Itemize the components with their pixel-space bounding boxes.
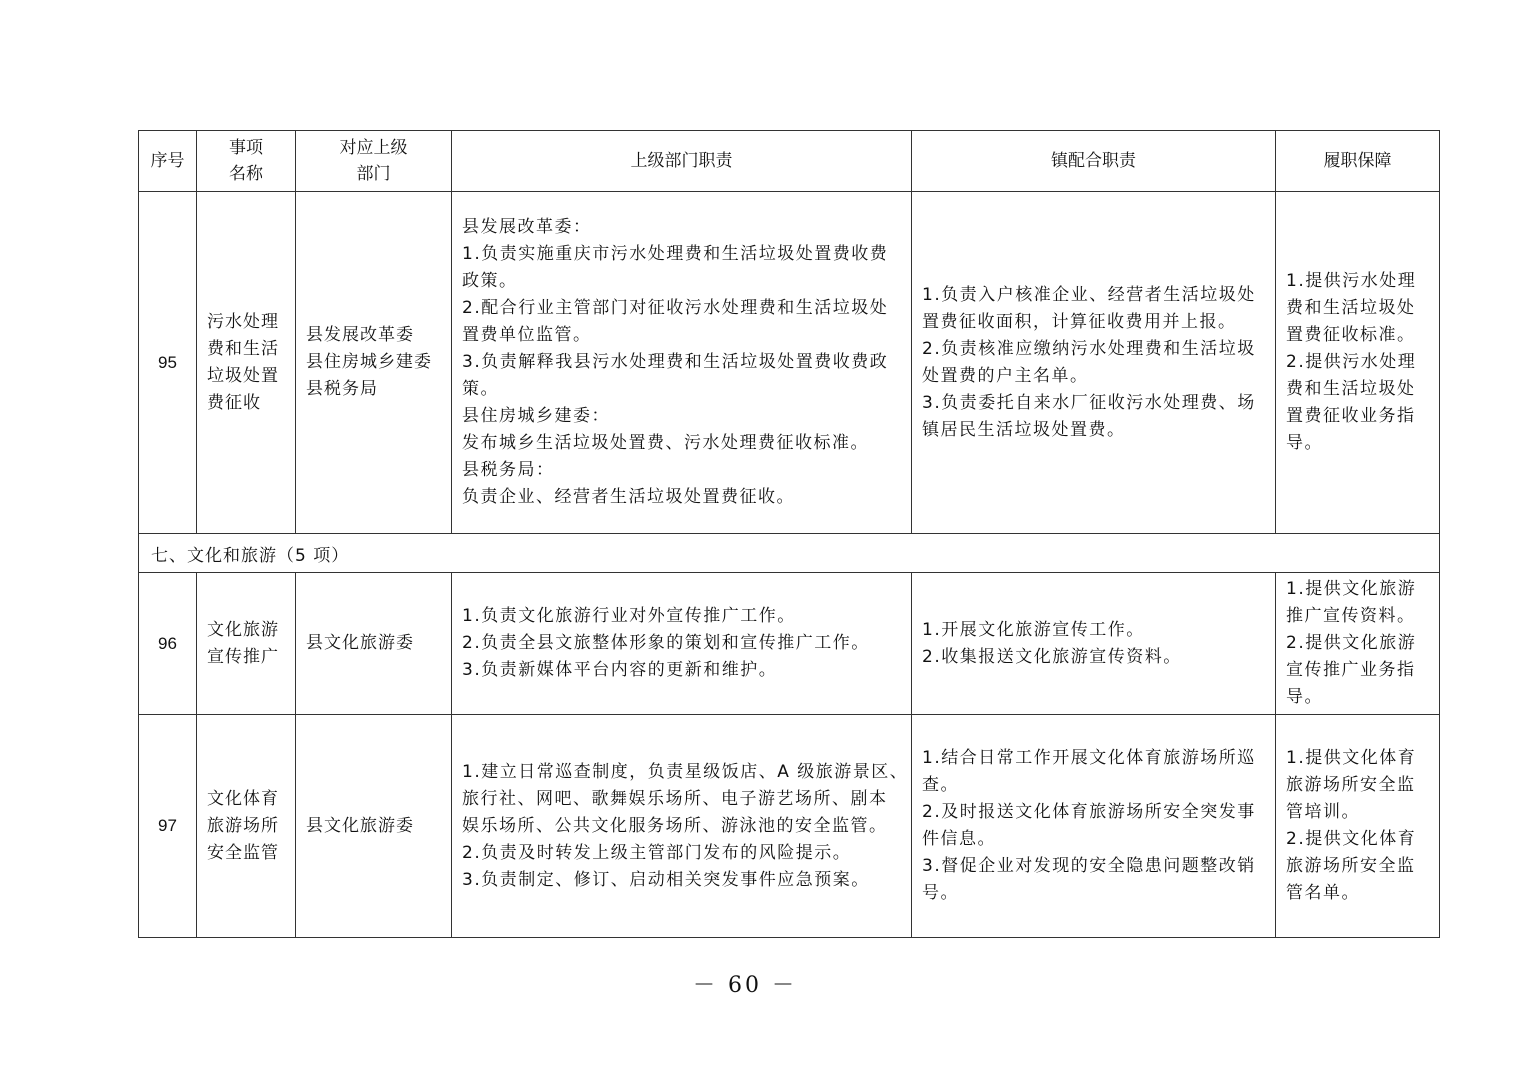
text-line: 县发展改革委 — [306, 325, 414, 345]
town-duty — [912, 573, 1276, 715]
text-line: 1.结合日常工作开展文化体育旅游场所巡 — [922, 748, 1256, 768]
text-line: 2.负责及时转发上级主管部门发布的风险提示。 — [462, 842, 852, 863]
text-line: 处置费的户主名单。 — [922, 365, 1089, 386]
guarantee — [1276, 192, 1440, 534]
text-line: 旅游场所安全监 — [1286, 856, 1416, 876]
text-line: 县税务局： — [462, 460, 555, 480]
text-line: 3.负责解释我县污水处理费和生活垃圾处置费收费政 — [462, 352, 889, 372]
text-line: 管培训。 — [1286, 802, 1360, 822]
text-line: 2.提供污水处理 — [1286, 352, 1417, 372]
text-line: 费和生活垃圾处 — [1286, 298, 1416, 318]
text-line: 置费征收标准。 — [1286, 325, 1416, 345]
text-line: 污水处理 — [207, 311, 279, 332]
header-item-name — [197, 131, 296, 192]
text-line: 安全监管 — [207, 842, 279, 863]
text-line: 2.提供文化旅游 — [1286, 633, 1417, 653]
header-row — [139, 131, 1440, 192]
text-line: 3.负责委托自来水厂征收污水处理费、场 — [922, 392, 1256, 413]
text-line: 2.及时报送文化体育旅游场所安全突发事 — [922, 802, 1256, 822]
text-line: 策。 — [462, 379, 499, 399]
text-line: 文化体育 — [207, 788, 279, 809]
text-line: 费征收 — [207, 392, 261, 413]
text-line: 置费单位监管。 — [462, 325, 592, 345]
text-line: 导。 — [1286, 433, 1323, 453]
text-line: 县住房城乡建委： — [462, 406, 610, 426]
text-line: 件信息。 — [922, 829, 996, 849]
text-line: 1.提供污水处理 — [1286, 271, 1417, 291]
text-line: 事项 — [229, 138, 263, 158]
table-row — [139, 715, 1440, 938]
text-line: 县住房城乡建委 — [306, 352, 432, 372]
upper-duty — [452, 715, 912, 938]
text-line: 旅游场所 — [207, 815, 279, 836]
text-line: 对应上级 — [339, 138, 408, 158]
text-line: 1.建立日常巡查制度，负责星级饭店、A 级旅游景区、 — [462, 761, 909, 782]
text-line: 宣传推广 — [207, 646, 279, 667]
header-no — [139, 131, 197, 192]
upper-dept — [296, 192, 452, 534]
header-town-duty — [912, 131, 1276, 192]
upper-dept — [296, 715, 452, 938]
town-duty — [912, 192, 1276, 534]
text-line: 负责企业、经营者生活垃圾处置费征收。 — [462, 487, 795, 507]
item-name — [197, 192, 296, 534]
table-row — [139, 192, 1440, 534]
text-line: 镇配合职责 — [1051, 151, 1136, 171]
row-number: 96 — [139, 573, 197, 715]
text-line: 3.负责制定、修订、启动相关突发事件应急预案。 — [462, 869, 870, 890]
text-line: 娱乐场所、公共文化服务场所、游泳池的安全监管。 — [462, 815, 888, 836]
text-line: 政策。 — [462, 271, 518, 291]
row-number: 95 — [139, 192, 197, 534]
text-line: 文化旅游 — [207, 619, 279, 640]
text-line: 1.提供文化旅游 — [1286, 579, 1417, 599]
row-number: 97 — [139, 715, 197, 938]
header-upper-dept — [296, 131, 452, 192]
text-line: 垃圾处置 — [207, 365, 279, 386]
table-row — [139, 573, 1440, 715]
text-line: 3.负责新媒体平台内容的更新和维护。 — [462, 660, 778, 680]
text-line: 费和生活垃圾处 — [1286, 379, 1416, 399]
text-line: 1.开展文化旅游宣传工作。 — [922, 619, 1145, 640]
guarantee — [1276, 715, 1440, 938]
text-line: 3.督促企业对发现的安全隐患问题整改销 — [922, 856, 1256, 876]
text-line: 置费征收业务指 — [1286, 406, 1416, 426]
town-duty — [912, 715, 1276, 938]
header-guarantee — [1276, 131, 1440, 192]
text-line: 1.提供文化体育 — [1286, 748, 1417, 768]
text-line: 1.负责实施重庆市污水处理费和生活垃圾处置费收费 — [462, 244, 889, 264]
text-line: 1.负责入户核准企业、经营者生活垃圾处 — [922, 284, 1256, 305]
upper-dept — [296, 573, 452, 715]
section-row — [139, 534, 1440, 573]
upper-duty — [452, 573, 912, 715]
header-upper-duty — [452, 131, 912, 192]
text-line: 2.负责核准应缴纳污水处理费和生活垃圾 — [922, 338, 1256, 359]
text-line: 推广宣传资料。 — [1286, 606, 1416, 626]
text-line: 部门 — [356, 164, 391, 184]
text-line: 宣传推广业务指 — [1286, 660, 1416, 680]
text-line: 履职保障 — [1323, 151, 1392, 171]
text-line: 序号 — [150, 151, 185, 171]
text-line: 号。 — [922, 883, 959, 903]
text-line: 名称 — [229, 164, 263, 184]
section-title: 七、文化和旅游（5 项） — [139, 534, 1440, 573]
text-line: 2.配合行业主管部门对征收污水处理费和生活垃圾处 — [462, 298, 889, 318]
text-line: 2.提供文化体育 — [1286, 829, 1417, 849]
text-line: 县税务局 — [306, 379, 378, 399]
text-line: 1.负责文化旅游行业对外宣传推广工作。 — [462, 606, 796, 626]
text-line: 旅行社、网吧、歌舞娱乐场所、电子游艺场所、剧本 — [462, 788, 888, 809]
text-line: 发布城乡生活垃圾处置费、污水处理费征收标准。 — [462, 433, 869, 453]
upper-duty — [452, 192, 912, 534]
text-line: 管名单。 — [1286, 883, 1360, 903]
item-name — [197, 715, 296, 938]
text-line: 查。 — [922, 775, 959, 795]
text-line: 县文化旅游委 — [306, 815, 414, 836]
text-line: 导。 — [1286, 687, 1323, 707]
item-name — [197, 573, 296, 715]
text-line: 2.收集报送文化旅游宣传资料。 — [922, 646, 1182, 667]
text-line: 镇居民生活垃圾处置费。 — [922, 419, 1126, 440]
text-line: 旅游场所安全监 — [1286, 775, 1416, 795]
text-line: 置费征收面积，计算征收费用并上报。 — [922, 311, 1237, 332]
text-line: 2.负责全县文旅整体形象的策划和宣传推广工作。 — [462, 633, 870, 653]
text-line: 费和生活 — [207, 338, 279, 359]
page-number: － 60 － — [693, 973, 797, 998]
guarantee — [1276, 573, 1440, 715]
text-line: 县发展改革委： — [462, 217, 592, 237]
duty-table — [138, 130, 1440, 938]
text-line: 上级部门职责 — [630, 151, 733, 171]
text-line: 县文化旅游委 — [306, 633, 414, 653]
